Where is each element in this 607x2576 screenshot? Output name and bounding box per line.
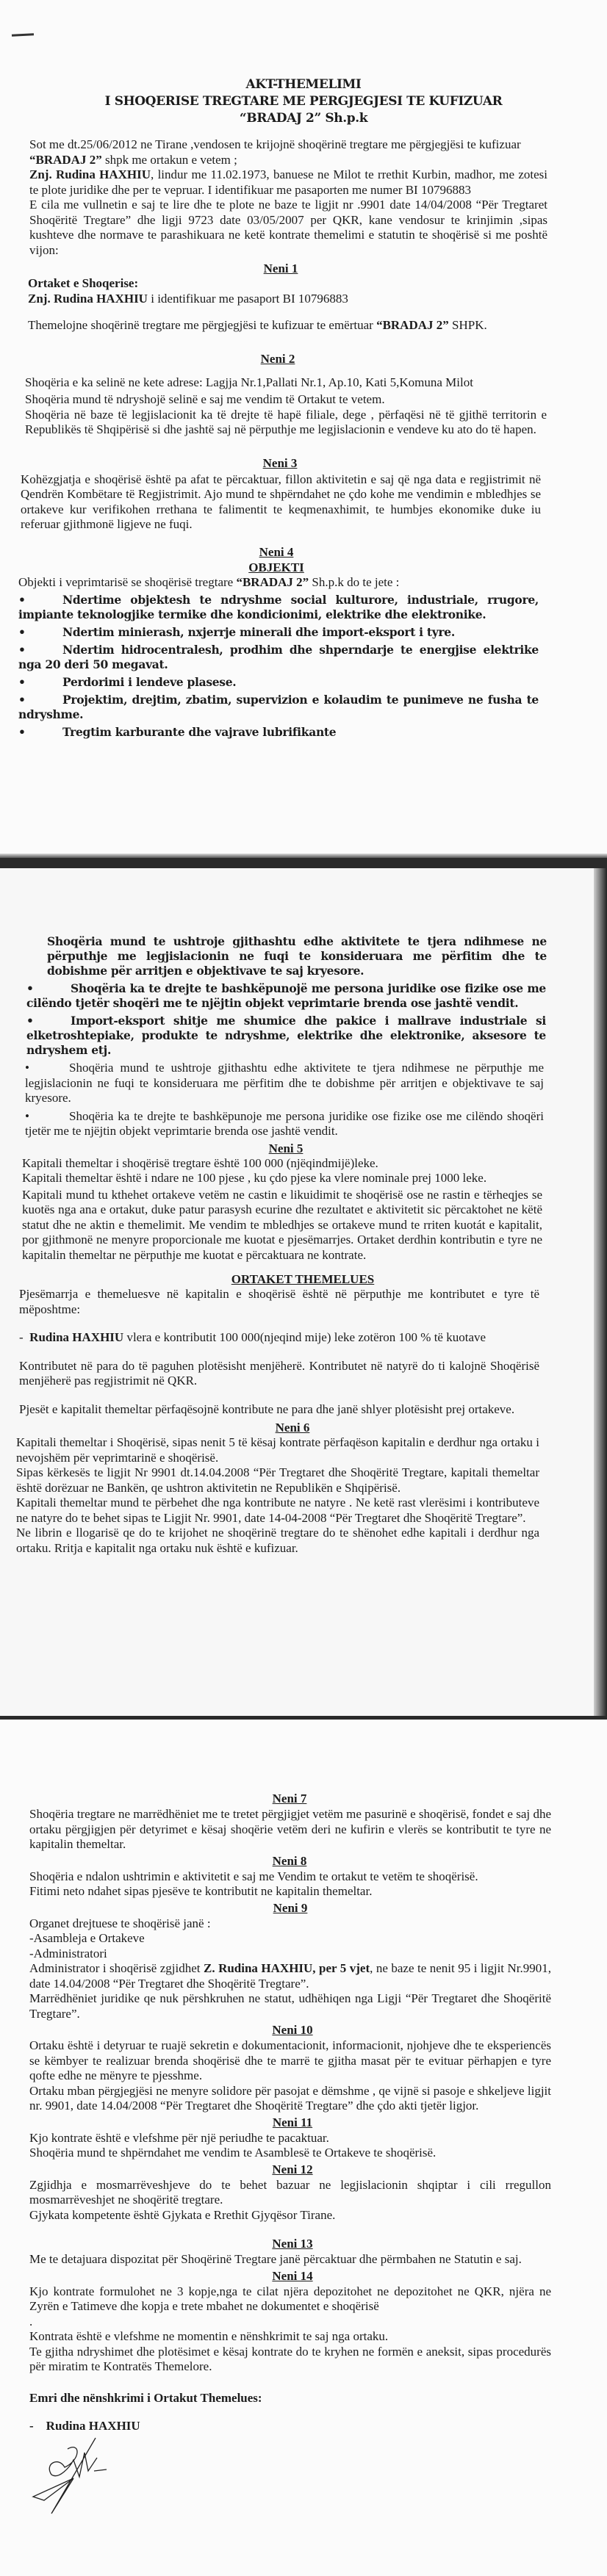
intro-paragraph: Sot me dt.25/06/2012 ne Tirane ,vendosen te krijojnë shoqërinë tregtare me përgjegjësi te kufizuar	[29, 137, 521, 151]
shadow-line	[0, 854, 607, 858]
founding-text-end: SHPK.	[448, 318, 487, 332]
list-item	[25, 1061, 544, 1106]
legal-relations-text: Marrëdhëniet juridike qe nuk përshkruhen ne statut, udhëhiqen nga Ligji “Për Tregtaret dhe Shoqëritë Tregtare”.	[29, 1991, 551, 2021]
article-10-text: Ortaku është i detyruar te ruajë sekretin e dokumentacionit, informacionit, njohjeve dhe te eksperiencës se këmbyer te realizuar brenda shoqërisë dhe te marrë te gjitha masat për te evituar përhapjen e tyre qofte edhe ne mënyre te pjesshme.	[29, 2038, 551, 2082]
list-item	[18, 675, 539, 690]
article-6-text: Kapitali themeltar mund te përbehet dhe nga kontribute ne natyre . Ne ketë rast vlerësimi i kontributeve ne natyre do te behet sipas te Ligjit Nr. 9901, date 14-04-2008 “Për Tregtaret dhe Shoqëritë Tregtare”.	[16, 1496, 539, 1525]
document-page-3	[0, 1720, 607, 2576]
list-item	[18, 693, 539, 722]
article-13-text: Me te detajuara dispozitat për Shoqërinë Tregtare janë përcaktuar dhe përmbahen ne Statutin e saj.	[29, 2252, 522, 2266]
intro-paragraph-2: E cila me vullnetin e saj te lire dhe te plote ne baze te ligjit nr .9901 date 14/04/2008 “Për Tregtaret Shoqëritë Tregtare” dhe ligji 9723 date 03/05/2007 per QKR, kane vendosur te krinjimin ,sipas kushteve dhe normave te parashikuara ne ketë kontrate themelimi e statutin te shoqërisë si me poshtë vijon:	[29, 198, 547, 257]
article-14-text: Te gjitha ndryshimet dhe plotësimet e kësaj kontrate do te kryhen ne formën e aneksit, sipas procedurës për miratim te Kontratës Themelore.	[29, 2344, 551, 2373]
article-6-text: Ne librin e llogarisë qe do te krijohet ne shoqërinë tregtare do te shënohet edhe kapitali i derdhur nga ortaku. Rritja e kapitalit nga ortaku nuk është e kufizuar.	[16, 1526, 539, 1555]
founder-details: , lindur me 11.02.1973, banuese ne Milot te rrethit Kurbin, madhor, me zotesi te plote juridike dhe per te vepruar. I identifikuar me pasaporten me numer BI 10796883	[29, 167, 547, 197]
list-item	[26, 1014, 546, 1058]
governing-body-item: -Asambleja e Ortakeve	[29, 1931, 145, 1945]
bold-activities-list	[26, 981, 546, 1058]
article-3-text: Kohëzgjatja e shoqërisë është pa afat te përcaktuar, fillon aktivitetin e saj që nga data e regjistrimit në Qendrën Kombëtare të Regjistrimit. Ajo mund te shpërndahet ne çdo kohe me vendimin e mbledhjes se ortakeve kur verifikohen rrethana te falimentit te keqmenaxhimit, te humbjes ekonomike duke iu referuar gjithmonë ligjeve ne fuqi.	[21, 472, 541, 531]
page-3-content	[0, 1791, 607, 2515]
list-item-text: Ndertim minierash, nxjerrje minerali dhe import-eksport i tyre.	[62, 625, 455, 639]
article-8-text: Shoqëria e ndalon ushtrimin e aktivitetit e saj me Vendim te ortakut te vetëm te shoqërisë.	[29, 1869, 478, 1883]
article-14-text: Kjo kontrate formulohet ne 3 kopje,nga te cilat njëra depozitohet ne depozitohet ne QKR, njëra ne Zyrën e Tatimeve dhe kopja e trete mbahet ne dokumentet e shoqërisë	[29, 2284, 551, 2313]
article-2	[25, 375, 547, 438]
list-item-text: Tregtim karburante dhe vajrave lubrifikante	[62, 725, 337, 739]
intro-text: shpk me ortakun e vetem ;	[101, 152, 237, 167]
founding-partners	[19, 1287, 539, 1417]
document-page-2	[0, 868, 607, 1716]
article-8-text: Fitimi neto ndahet sipas pjesëve te kontributit ne kapitalin themeltar.	[29, 1884, 373, 1898]
bullet-icon: •	[18, 643, 26, 657]
article-6	[16, 1435, 539, 1556]
bullet-icon: •	[18, 725, 26, 739]
document-title: AKT-THEMELIMI	[245, 77, 362, 92]
article-12-text: Zgjidhja e mosmarrëveshjeve do te behet bazuar ne legjislacionin shqiptar i cili rregullon mosmarrëveshjet ne shoqëritë tregtare.	[29, 2177, 551, 2207]
article-4-heading: Neni 4	[259, 544, 294, 559]
article-3-heading: Neni 3	[262, 455, 298, 470]
list-item	[18, 725, 539, 740]
article-14	[29, 2284, 551, 2375]
article-6-heading: Neni 6	[275, 1421, 310, 1435]
list-item	[25, 1109, 544, 1139]
article-5-heading: Neni 5	[268, 1141, 304, 1155]
bullet-icon: •	[18, 675, 26, 689]
article-7-text: Shoqëria tregtare ne marrëdhëniet me te tretet përgjigjet vetëm me pasurinë e shoqërisë, fondet e saj dhe ortaku përgjigjen për detyrimet e kësaj shoqërie vetëm deri ne kufirin e vlerës se kontributit te tyre ne kapitalin themeltar.	[29, 1807, 551, 1851]
bullet-icon: •	[18, 593, 26, 607]
company-title: “BRADAJ 2” Sh.p.k	[239, 111, 368, 126]
company-name: “BRADAJ 2”	[376, 318, 449, 332]
founder-name: Znj. Rudina HAXHIU	[29, 167, 151, 181]
list-item-text: Import-eksport shitje me shumice dhe pakice i mallrave industriale si elketroshtepiake, produkte te ndryshme, elektrike dhe elektronike, aksesore te ndryshem etj.	[26, 1014, 546, 1057]
article-6-text: Kapitali themeltar i Shoqërisë, sipas nenit 5 të kësaj kontrate përfaqëson kapitalin e derdhur nga ortaku i nevojshëm për veprimtarinë e shoqërisë.	[16, 1435, 539, 1465]
activities-list	[25, 1061, 544, 1139]
list-item	[18, 593, 539, 622]
partners-heading: Ortaket e Shoqerise:	[28, 276, 139, 290]
intro-section	[29, 137, 547, 258]
list-item-text: Shoqëria ka te drejte te bashkëpunoje me persona juridike ose fizike ose me cilëndo shoqëri tjetër me te njëjtin objekt veprimtarie brenda ose jashtë vendit.	[25, 1108, 544, 1138]
object-list	[18, 593, 539, 740]
partner-id: i identifikuar me pasaport BI 10796883	[147, 291, 348, 306]
list-item-text: Shoqëria ka te drejte te bashkëpunojë me persona juridike ose fizike ose me cilëndo tjetër shoqëri me te njëjtin objekt veprimtarie brenda ose jashtë vendit.	[26, 981, 546, 1010]
contribution-payment-text: Kontributet në para do të paguhen plotësisht menjëherë. Kontributet në natyrë do ti kalojnë Shoqërisë menjëherë pas regjistrimit në QKR.	[19, 1358, 539, 1388]
article-7-heading: Neni 7	[272, 1792, 307, 1805]
list-dash: -	[19, 1330, 24, 1344]
signatory	[29, 2419, 323, 2434]
article-2-heading: Neni 2	[260, 351, 295, 366]
bullet-icon: •	[18, 625, 26, 639]
capital-text: Kapitali themeltar i shoqërisë tregtare është 100 000 (njëqindmijë)leke.	[22, 1155, 378, 1170]
list-item-text: Perdorimi i lendeve plasese.	[62, 675, 237, 689]
article-13-heading: Neni 13	[272, 2237, 313, 2251]
administrator-text-end: , ne baze te nenit 95 i ligjit Nr.9901, date 14.04/2008 “Për Tregtaret dhe Shoqëritë Tregtare”.	[29, 1961, 551, 1991]
article-1	[28, 276, 546, 333]
capital-shares-text: Kapitali themeltar është i ndare ne 100 pjese , ku çdo pjese ka vlere nominale prej 1000 leke.	[22, 1171, 487, 1185]
article-14-heading: Neni 14	[272, 2268, 313, 2283]
company-name: “BRADAJ 2”	[236, 574, 309, 589]
article-11-text: Kjo kontrate është e vlefshme për një periudhe te pacaktuar.	[29, 2130, 329, 2145]
capital-parts-text: Pjesët e kapitalit themeltar përfaqësojnë kontribute ne para dhe janë shlyer plotësisht prej ortakeve.	[19, 1401, 515, 1416]
partner-name: Rudina HAXHIU	[29, 1330, 124, 1344]
address-text: Shoqëria e ka selinë ne kete adrese: Lagjja Nr.1,Pallati Nr.1, Ap.10, Kati 5,Komuna Milot	[25, 375, 473, 389]
list-item	[18, 625, 539, 640]
page-2-content	[0, 934, 607, 1556]
object-intro: Objekti i veprimtarisë se shoqërisë tregtare	[18, 574, 237, 589]
article-9-heading: Neni 9	[273, 1900, 308, 1915]
founding-partners-heading: ORTAKET THEMELUES	[231, 1272, 375, 1286]
governing-bodies-text: Organet drejtuese te shoqërisë janë :	[29, 1916, 211, 1930]
article-1-heading: Neni 1	[263, 261, 298, 275]
list-dash: -	[29, 2419, 34, 2433]
article-14-text: Kontrata është e vlefshme ne momentin e nënshkrimit te saj nga ortaku.	[29, 2329, 389, 2343]
governing-body-item: -Administratori	[29, 1946, 107, 1960]
bullet-icon: •	[26, 981, 34, 995]
handwritten-signature	[29, 2434, 118, 2515]
partner-name: Znj. Rudina HAXHIU	[28, 291, 148, 306]
list-item-text: Projektim, drejtim, zbatim, supervizion e kolaudim te punimeve ne fusha te ndryshme.	[18, 693, 539, 721]
company-name: “BRADAJ 2”	[29, 152, 102, 167]
signature-label: Emri dhe nënshkrimi i Ortakut Themelues:	[29, 2390, 262, 2405]
article-10	[29, 2038, 551, 2114]
article-14-dot: .	[29, 2314, 33, 2328]
auxiliary-activities-text: Shoqëria mund te ushtroje gjithashtu edhe aktivitete te tjera ndihmese ne përputhje me legjislacionin ne fuqi te konsideruara me përfitim dhe te dobishme për arritjen e objektivave te saj kryesore.	[47, 934, 547, 978]
list-item-text: Ndertim hidrocentralesh, prodhim dhe shperndarje te energjise elektrike nga 20 deri 50 megavat.	[18, 643, 539, 671]
article-2-text: Shoqëria në baze të legjislacionit ka të drejte të hapë filiale, dege , përfaqësi në të gjithë territorin e Republikës të Shqipërisë si dhe jashtë saj në përputhje me legjislacionin e vendeve ku ato do të hapen.	[25, 407, 547, 436]
contribution-text: vlera e kontributit 100 000(njeqind mije) leke zotëron 100 % të kuotave	[123, 1330, 486, 1344]
signatory-name: Rudina HAXHIU	[46, 2419, 140, 2433]
bullet-icon: •	[26, 1014, 34, 1028]
article-11	[29, 2131, 551, 2161]
participation-text: Pjesëmarrja e themeluesve në kapitalin e shoqërisë është në përputhje me kontributet e tyre të mëposhtme:	[19, 1287, 539, 1316]
article-12-heading: Neni 12	[272, 2162, 313, 2176]
article-12	[29, 2178, 551, 2223]
document-page-1	[0, 0, 607, 858]
administrator-name: Z. Rudina HAXHIU, per 5 vjet	[204, 1961, 370, 1975]
capital-return-text: Kapitali mund tu kthehet ortakeve vetëm ne castin e likuidimit te shoqërisë ose ne rastin e tërheqjes se kuotës nga ana e ortakut, duke patur parasysh ecurine dhe rezultatet e aktivitetit sic përcaktohet ne këtë statut dhe ne aktin e themelimit. Me vendim te mbledhjes se ortakeve mund te rriten kuotát e kapitalit, por gjithmonë ne menyre proporcionale me kuotat e pjesëmarrjes. Ortaket derdhin kontributin e tyre ne kapitalin themeltar ne përputhje me kuotat e përcaktuara ne kontrate.	[22, 1187, 542, 1262]
article-5	[22, 1156, 542, 1263]
page-1-content	[0, 76, 607, 740]
list-item-text: Ndertime objektesh te ndryshme social kulturore, industriale, rrugore, impiante teknologjike termike dhe kondicionimi, elektrike dhe elektronike.	[18, 593, 539, 621]
staple-mark	[12, 33, 34, 37]
article-11-text: Shoqëria mund te shpërndahet me vendim te Asamblesë te Ortakeve te shoqërisë.	[29, 2146, 437, 2160]
administrator-text: Administrator i shoqërisë zgjidhet	[29, 1961, 204, 1975]
article-2-text: Shoqëria mund të ndryshojë selinë e saj me vendim të Ortakut te vetem.	[25, 392, 385, 406]
article-11-heading: Neni 11	[272, 2115, 313, 2129]
bullet-icon: •	[18, 693, 26, 707]
article-10-heading: Neni 10	[272, 2023, 313, 2037]
document-subtitle: I SHOQERISE TREGTARE ME PERGJEGJESI TE KUFIZUAR	[104, 94, 503, 109]
bullet-icon: •	[25, 1061, 29, 1075]
object-intro-end: Sh.p.k do te jete :	[309, 574, 400, 589]
list-item-text: Shoqëria mund te ushtroje gjithashtu edhe aktivitete te tjera ndihmese ne përputhje me legjislacionin ne fuqi te konsideruara me përfitim dhe te dobishme për arritjen e objektivave te saj kryesore.	[25, 1061, 544, 1105]
article-12-text: Gjykata kompetente është Gjykata e Rrethit Gjyqësor Tirane.	[29, 2207, 336, 2222]
article-8	[29, 1869, 551, 1899]
founding-text: Themelojne shoqërinë tregtare me përgjegjësi te kufizuar te emërtuar	[28, 318, 377, 332]
article-4	[18, 575, 539, 740]
article-8-heading: Neni 8	[272, 1853, 307, 1868]
bullet-icon: •	[25, 1108, 29, 1123]
article-10-text: Ortaku mban përgjegjësi ne menyre solidore për pasojat e dëmshme , qe vijnë si pasoje e shkeljeve ligjit nr. 9901, date 14.04/2008 “Për Tregtaret dhe Shoqëritë Tregtare” dhe çdo akti tjetër ligjor.	[29, 2083, 551, 2113]
list-item	[18, 643, 539, 672]
article-6-text: Sipas kërkesës te ligjit Nr 9901 dt.14.04.2008 “Për Tregtaret dhe Shoqëritë Tregtare, kapitali themeltar është dorëzuar ne Bankën, qe ushtron aktivitetin ne Republikën e Shqipërisë.	[16, 1465, 539, 1495]
object-heading: OBJEKTI	[248, 560, 304, 574]
article-9	[29, 1916, 551, 2022]
list-item	[26, 981, 546, 1011]
